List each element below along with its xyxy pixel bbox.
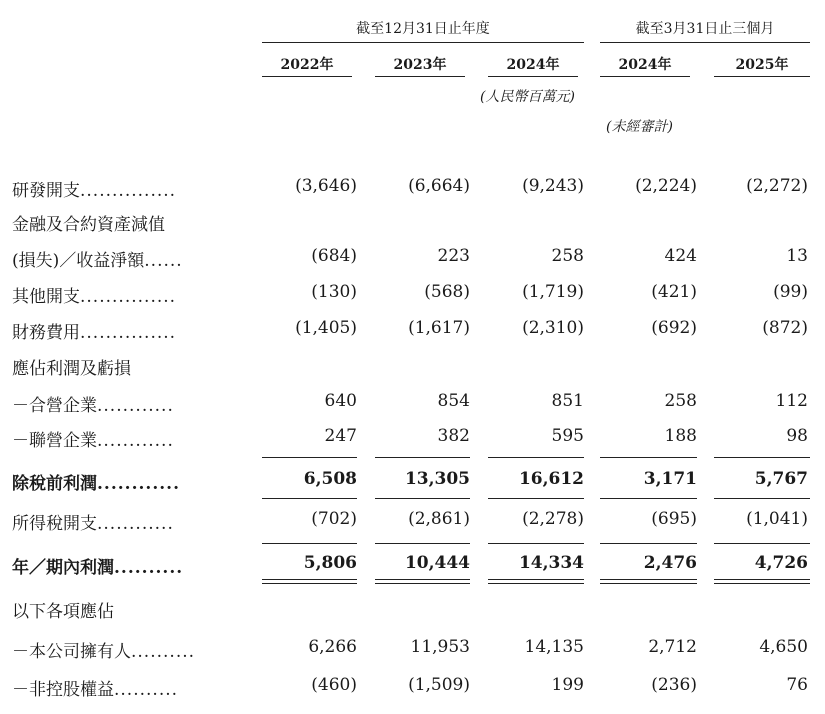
value-cell: (702)	[311, 509, 357, 529]
row-label	[12, 282, 176, 307]
leader-dots: ............	[97, 431, 174, 451]
row-label	[12, 469, 180, 494]
row-label-text: 金融及合約資產減值	[12, 215, 165, 235]
value-cell: 13,305	[404, 469, 470, 489]
value-cell: 3,171	[643, 469, 697, 489]
double-rule	[262, 583, 357, 584]
value-cell: 6,508	[303, 469, 357, 489]
value-cell: (2,272)	[746, 176, 808, 196]
row-label-text: －非控股權益	[12, 680, 114, 700]
leader-dots: ............	[97, 396, 174, 416]
row-label	[12, 426, 174, 451]
leader-dots: ..........	[131, 642, 196, 662]
value-cell: (1,719)	[522, 282, 584, 302]
value-cell: 640	[324, 391, 357, 411]
row-label	[12, 597, 114, 622]
value-cell: 13	[786, 246, 808, 266]
row-label	[12, 553, 183, 578]
double-rule	[600, 583, 697, 584]
value-cell: 4,726	[754, 553, 808, 573]
row-label	[12, 509, 174, 534]
value-cell: (6,664)	[408, 176, 470, 196]
subtotal-rule	[714, 498, 810, 499]
double-rule	[714, 579, 810, 580]
row-label	[12, 391, 174, 416]
value-cell: (568)	[424, 282, 470, 302]
value-cell: 5,767	[754, 469, 808, 489]
leader-dots: ...............	[80, 181, 177, 201]
value-cell: 851	[551, 391, 584, 411]
row-label-text: 除稅前利潤	[12, 474, 97, 494]
value-cell: 76	[786, 675, 808, 695]
value-cell: (9,243)	[522, 176, 584, 196]
value-cell: 112	[775, 391, 808, 411]
value-cell: (692)	[651, 318, 697, 338]
leader-dots: ......	[144, 251, 183, 271]
value-cell: 223	[437, 246, 470, 266]
value-cell: (684)	[311, 246, 357, 266]
quarter-period-header: 截至3月31日止三個月	[635, 21, 775, 37]
value-cell: 14,135	[524, 637, 584, 657]
year-rule-2022	[262, 76, 352, 77]
subtotal-rule	[375, 498, 470, 499]
value-cell: 10,444	[404, 553, 470, 573]
quarter-header-rule	[600, 42, 810, 43]
value-cell: (236)	[651, 675, 697, 695]
double-rule	[600, 579, 697, 580]
value-cell: (2,224)	[635, 176, 697, 196]
year-rule-2024	[488, 76, 578, 77]
value-cell: 14,334	[518, 553, 584, 573]
subtotal-rule	[600, 543, 697, 544]
leader-dots: ............	[97, 474, 181, 494]
row-label	[12, 210, 165, 235]
value-cell: (2,310)	[522, 318, 584, 338]
value-cell: 11,953	[410, 637, 470, 657]
subtotal-rule	[600, 498, 697, 499]
value-cell: 4,650	[759, 637, 808, 657]
value-cell: 595	[551, 426, 584, 446]
double-rule	[375, 583, 470, 584]
value-cell: 2,712	[648, 637, 697, 657]
value-cell: (3,646)	[295, 176, 357, 196]
subtotal-rule	[600, 457, 697, 458]
year-header-2024-q1: 2024年	[618, 57, 672, 73]
row-label	[12, 318, 176, 343]
value-cell: 199	[551, 675, 584, 695]
row-label	[12, 675, 178, 700]
subtotal-rule	[262, 457, 357, 458]
value-cell: (695)	[651, 509, 697, 529]
value-cell: (421)	[651, 282, 697, 302]
unaudited-note: (未經審計)	[606, 119, 673, 135]
leader-dots: ...............	[80, 323, 177, 343]
subtotal-rule	[262, 498, 357, 499]
leader-dots: ..........	[114, 680, 179, 700]
value-cell: (1,405)	[295, 318, 357, 338]
row-label-text: 所得稅開支	[12, 514, 97, 534]
row-label-text: －合營企業	[12, 396, 97, 416]
subtotal-rule	[262, 543, 357, 544]
row-label	[12, 176, 176, 201]
value-cell: 258	[664, 391, 697, 411]
row-label-text: (損失)／收益淨額	[12, 251, 145, 271]
row-label	[12, 246, 183, 271]
value-cell: 188	[664, 426, 697, 446]
row-label-text: －聯營企業	[12, 431, 97, 451]
value-cell: 6,266	[308, 637, 357, 657]
value-cell: 258	[551, 246, 584, 266]
value-cell: (130)	[311, 282, 357, 302]
value-cell: 854	[437, 391, 470, 411]
leader-dots: ............	[97, 514, 174, 534]
double-rule	[262, 579, 357, 580]
subtotal-rule	[714, 457, 810, 458]
year-header-2022: 2022年	[280, 57, 334, 73]
row-label-text: 研發開支	[12, 181, 80, 201]
subtotal-rule	[488, 457, 584, 458]
value-cell: 382	[437, 426, 470, 446]
year-rule-2025-q1	[714, 76, 810, 77]
annual-period-header: 截至12月31日止年度	[356, 21, 490, 37]
row-label-text: 其他開支	[12, 287, 80, 307]
annual-header-rule	[262, 42, 584, 43]
double-rule	[375, 579, 470, 580]
row-label-text: 年／期內利潤	[12, 558, 114, 578]
value-cell: (1,509)	[408, 675, 470, 695]
year-header-2024: 2024年	[506, 57, 560, 73]
value-cell: 424	[664, 246, 697, 266]
year-rule-2023	[375, 76, 465, 77]
year-header-2023: 2023年	[393, 57, 447, 73]
double-rule	[488, 579, 584, 580]
value-cell: (1,041)	[746, 509, 808, 529]
value-cell: 5,806	[303, 553, 357, 573]
value-cell: (1,617)	[408, 318, 470, 338]
row-label-text: 應佔利潤及虧損	[12, 359, 131, 379]
year-rule-2024-q1	[600, 76, 690, 77]
subtotal-rule	[375, 457, 470, 458]
value-cell: (99)	[773, 282, 808, 302]
row-label-text: 財務費用	[12, 323, 80, 343]
value-cell: 16,612	[518, 469, 584, 489]
subtotal-rule	[488, 498, 584, 499]
value-cell: 247	[324, 426, 357, 446]
leader-dots: ..........	[114, 558, 184, 578]
value-cell: (872)	[762, 318, 808, 338]
year-header-2025-q1: 2025年	[735, 57, 789, 73]
value-cell: (2,278)	[522, 509, 584, 529]
value-cell: (2,861)	[408, 509, 470, 529]
double-rule	[714, 583, 810, 584]
value-cell: 98	[786, 426, 808, 446]
row-label-text: －本公司擁有人	[12, 642, 131, 662]
row-label	[12, 637, 195, 662]
subtotal-rule	[375, 543, 470, 544]
value-cell: (460)	[311, 675, 357, 695]
subtotal-rule	[488, 543, 584, 544]
row-label	[12, 354, 131, 379]
leader-dots: ...............	[80, 287, 177, 307]
double-rule	[488, 583, 584, 584]
currency-unit-note: (人民幣百萬元)	[480, 89, 575, 105]
subtotal-rule	[714, 543, 810, 544]
row-label-text: 以下各項應佔	[12, 602, 114, 622]
value-cell: 2,476	[643, 553, 697, 573]
